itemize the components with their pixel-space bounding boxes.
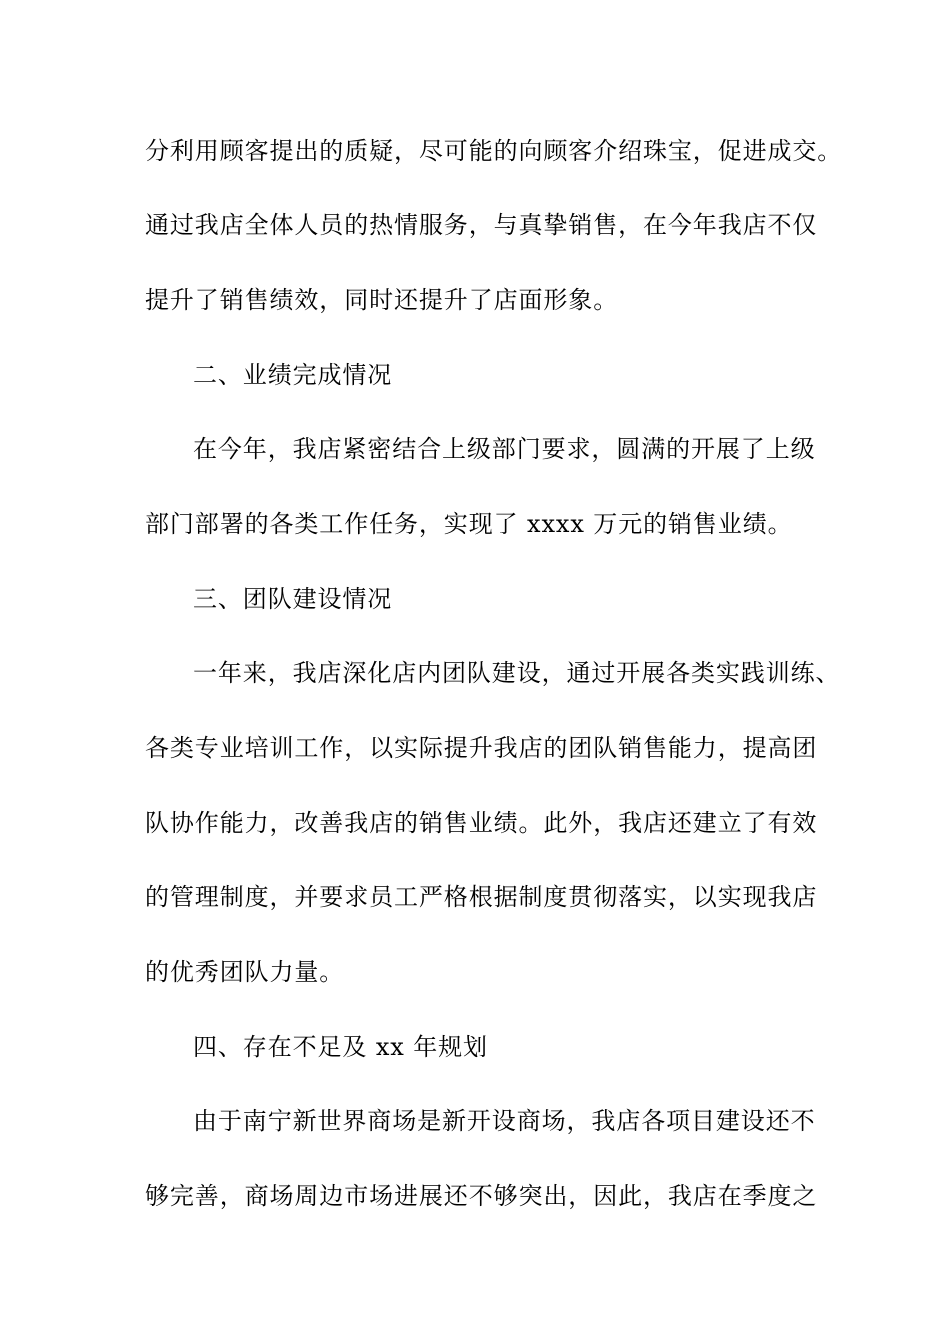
paragraph-line: 队协作能力，改善我店的销售业绩。此外，我店还建立了有效 — [145, 809, 818, 837]
paragraph-line: 一年来，我店深化店内团队建设，通过开展各类实践训练、 — [193, 659, 841, 687]
section-heading: 四、存在不足及 xx 年规划 — [193, 1033, 488, 1061]
section-heading: 三、团队建设情况 — [193, 585, 393, 613]
paragraph-line: 在今年，我店紧密结合上级部门要求，圆满的开展了上级 — [193, 435, 816, 463]
paragraph-line: 部门部署的各类工作任务，实现了 xxxx 万元的销售业绩。 — [145, 510, 793, 538]
paragraph-line: 各类专业培训工作，以实际提升我店的团队销售能力，提高团 — [145, 734, 818, 762]
paragraph-line: 由于南宁新世界商场是新开设商场，我店各项目建设还不 — [193, 1107, 816, 1135]
paragraph-line: 的优秀团队力量。 — [145, 958, 345, 986]
paragraph-line: 够完善，商场周边市场进展还不够突出，因此，我店在季度之 — [145, 1182, 818, 1210]
paragraph-line: 提升了销售绩效，同时还提升了店面形象。 — [145, 286, 619, 314]
paragraph-line: 分利用顾客提出的质疑，尽可能的向顾客介绍珠宝，促进成交。 — [145, 137, 843, 165]
paragraph-line: 的管理制度，并要求员工严格根据制度贯彻落实，以实现我店 — [145, 883, 818, 911]
paragraph-line: 通过我店全体人员的热情服务，与真挚销售，在今年我店不仅 — [145, 211, 818, 239]
section-heading: 二、业绩完成情况 — [193, 361, 393, 389]
